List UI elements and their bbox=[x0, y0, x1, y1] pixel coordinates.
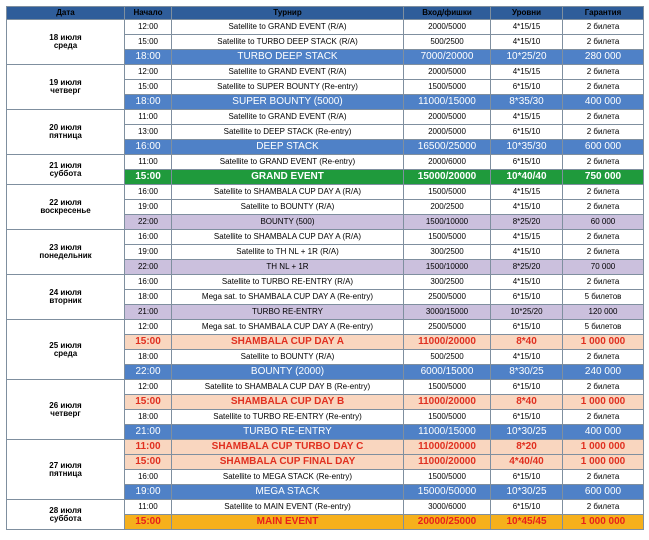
buyin-cell: 2000/6000 bbox=[404, 155, 491, 170]
guarantee-cell: 240 000 bbox=[563, 365, 644, 380]
buyin-cell: 2000/5000 bbox=[404, 110, 491, 125]
start-time-cell: 16:00 bbox=[125, 230, 172, 245]
buyin-cell: 11000/15000 bbox=[404, 95, 491, 110]
levels-cell: 4*15/15 bbox=[491, 65, 563, 80]
start-time-cell: 19:00 bbox=[125, 245, 172, 260]
levels-cell: 4*40/40 bbox=[491, 455, 563, 470]
levels-cell: 8*30/25 bbox=[491, 365, 563, 380]
start-time-cell: 21:00 bbox=[125, 425, 172, 440]
buyin-cell: 1500/5000 bbox=[404, 380, 491, 395]
tournament-name-cell: Satellite to SUPER BOUNTY (Re-entry) bbox=[172, 80, 404, 95]
buyin-cell: 2500/5000 bbox=[404, 320, 491, 335]
date-cell bbox=[7, 185, 125, 230]
start-time-cell: 21:00 bbox=[125, 305, 172, 320]
tournament-name-cell: Mega sat. to SHAMBALA CUP DAY A (Re-entry) bbox=[172, 320, 404, 335]
date-cell bbox=[7, 440, 125, 500]
buyin-cell: 11000/20000 bbox=[404, 395, 491, 410]
start-time-cell: 18:00 bbox=[125, 95, 172, 110]
buyin-cell: 2500/5000 bbox=[404, 290, 491, 305]
levels-cell: 6*15/10 bbox=[491, 125, 563, 140]
tournament-name-cell: Satellite to BOUNTY (R/A) bbox=[172, 350, 404, 365]
levels-cell: 8*35/30 bbox=[491, 95, 563, 110]
buyin-cell: 3000/15000 bbox=[404, 305, 491, 320]
levels-cell: 10*35/30 bbox=[491, 140, 563, 155]
levels-cell: 10*45/45 bbox=[491, 515, 563, 530]
levels-cell: 4*15/10 bbox=[491, 35, 563, 50]
tournament-name-cell: Mega sat. to SHAMBALA CUP DAY A (Re-entry) bbox=[172, 290, 404, 305]
start-time-cell: 11:00 bbox=[125, 440, 172, 455]
tournament-name-cell: DEEP STACK bbox=[172, 140, 404, 155]
guarantee-cell: 60 000 bbox=[563, 215, 644, 230]
tournament-name-cell: Satellite to SHAMBALA CUP DAY A (R/A) bbox=[172, 185, 404, 200]
date-label: 19 июля bbox=[49, 78, 82, 87]
start-time-cell: 18:00 bbox=[125, 410, 172, 425]
levels-cell: 8*20 bbox=[491, 440, 563, 455]
guarantee-cell: 1 000 000 bbox=[563, 515, 644, 530]
date-cell bbox=[7, 110, 125, 155]
start-time-cell: 22:00 bbox=[125, 365, 172, 380]
start-time-cell: 19:00 bbox=[125, 485, 172, 500]
guarantee-cell: 2 билета bbox=[563, 275, 644, 290]
date-cell bbox=[7, 155, 125, 185]
guarantee-cell: 2 билета bbox=[563, 20, 644, 35]
guarantee-cell: 5 билетов bbox=[563, 290, 644, 305]
guarantee-cell: 1 000 000 bbox=[563, 440, 644, 455]
tournament-name-cell: Satellite to TURBO DEEP STACK (R/A) bbox=[172, 35, 404, 50]
guarantee-cell: 2 билета bbox=[563, 200, 644, 215]
weekday-label: суббота bbox=[49, 513, 82, 523]
start-time-cell: 16:00 bbox=[125, 275, 172, 290]
levels-cell: 10*30/25 bbox=[491, 425, 563, 440]
guarantee-cell: 120 000 bbox=[563, 305, 644, 320]
buyin-cell: 1500/5000 bbox=[404, 470, 491, 485]
guarantee-cell: 2 билета bbox=[563, 35, 644, 50]
date-label: 27 июля bbox=[49, 460, 82, 470]
levels-cell: 4*15/15 bbox=[491, 110, 563, 125]
table-row bbox=[7, 440, 644, 455]
header-levels: Уровни bbox=[491, 7, 563, 20]
tournament-name-cell: TURBO DEEP STACK bbox=[172, 50, 404, 65]
buyin-cell: 2000/5000 bbox=[404, 65, 491, 80]
guarantee-cell: 70 000 bbox=[563, 260, 644, 275]
table-row bbox=[7, 20, 644, 35]
table-row bbox=[7, 275, 644, 290]
levels-cell: 4*15/15 bbox=[491, 230, 563, 245]
tournament-name-cell: SHAMBALA CUP DAY A bbox=[172, 335, 404, 350]
weekday-label: понедельник bbox=[39, 251, 92, 260]
date-label: 21 июля bbox=[49, 160, 82, 170]
tournament-name-cell: Satellite to GRAND EVENT (Re-entry) bbox=[172, 155, 404, 170]
table-row bbox=[7, 65, 644, 80]
start-time-cell: 13:00 bbox=[125, 125, 172, 140]
date-label: 28 июля bbox=[49, 505, 82, 515]
start-time-cell: 19:00 bbox=[125, 200, 172, 215]
tournament-name-cell: Satellite to GRAND EVENT (R/A) bbox=[172, 20, 404, 35]
levels-cell: 10*25/20 bbox=[491, 50, 563, 65]
start-time-cell: 16:00 bbox=[125, 470, 172, 485]
weekday-label: четверг bbox=[50, 86, 81, 95]
buyin-cell: 300/2500 bbox=[404, 245, 491, 260]
start-time-cell: 18:00 bbox=[125, 290, 172, 305]
guarantee-cell: 2 билета bbox=[563, 410, 644, 425]
guarantee-cell: 2 билета bbox=[563, 110, 644, 125]
levels-cell: 4*15/15 bbox=[491, 20, 563, 35]
date-label: 20 июля bbox=[49, 123, 82, 132]
weekday-label: среда bbox=[53, 41, 78, 50]
guarantee-cell: 2 билета bbox=[563, 155, 644, 170]
tournament-name-cell: MEGA STACK bbox=[172, 485, 404, 500]
weekday-label: пятница bbox=[49, 131, 82, 140]
guarantee-cell: 2 билета bbox=[563, 230, 644, 245]
start-time-cell: 15:00 bbox=[125, 80, 172, 95]
guarantee-cell: 2 билета bbox=[563, 380, 644, 395]
header-date: Дата bbox=[7, 7, 125, 20]
buyin-cell: 1500/5000 bbox=[404, 410, 491, 425]
buyin-cell: 300/2500 bbox=[404, 275, 491, 290]
tournament-name-cell: Satellite to DEEP STACK (Re-entry) bbox=[172, 125, 404, 140]
tournament-name-cell: SUPER BOUNTY (5000) bbox=[172, 95, 404, 110]
date-cell bbox=[7, 230, 125, 275]
guarantee-cell: 600 000 bbox=[563, 485, 644, 500]
start-time-cell: 12:00 bbox=[125, 20, 172, 35]
guarantee-cell: 2 билета bbox=[563, 470, 644, 485]
guarantee-cell: 2 билета bbox=[563, 245, 644, 260]
buyin-cell: 1500/10000 bbox=[404, 215, 491, 230]
date-cell bbox=[7, 320, 125, 380]
buyin-cell: 11000/15000 bbox=[404, 425, 491, 440]
tournament-name-cell: TURBO RE-ENTRY bbox=[172, 305, 404, 320]
buyin-cell: 15000/20000 bbox=[404, 170, 491, 185]
tournament-name-cell: Satellite to SHAMBALA CUP DAY B (Re-entry) bbox=[172, 380, 404, 395]
start-time-cell: 15:00 bbox=[125, 515, 172, 530]
buyin-cell: 7000/20000 bbox=[404, 50, 491, 65]
buyin-cell: 200/2500 bbox=[404, 200, 491, 215]
guarantee-cell: 2 билета bbox=[563, 185, 644, 200]
tournament-name-cell: BOUNTY (2000) bbox=[172, 365, 404, 380]
start-time-cell: 11:00 bbox=[125, 110, 172, 125]
start-time-cell: 12:00 bbox=[125, 65, 172, 80]
levels-cell: 4*15/15 bbox=[491, 185, 563, 200]
levels-cell: 8*25/20 bbox=[491, 260, 563, 275]
levels-cell: 6*15/10 bbox=[491, 80, 563, 95]
date-label: 23 июля bbox=[49, 243, 82, 252]
date-cell bbox=[7, 65, 125, 110]
levels-cell: 8*40 bbox=[491, 395, 563, 410]
levels-cell: 8*25/20 bbox=[491, 215, 563, 230]
start-time-cell: 22:00 bbox=[125, 260, 172, 275]
buyin-cell: 20000/25000 bbox=[404, 515, 491, 530]
start-time-cell: 18:00 bbox=[125, 350, 172, 365]
weekday-label: пятница bbox=[49, 468, 82, 478]
tournament-name-cell: Satellite to GRAND EVENT (R/A) bbox=[172, 65, 404, 80]
buyin-cell: 500/2500 bbox=[404, 350, 491, 365]
buyin-cell: 1500/10000 bbox=[404, 260, 491, 275]
tournament-name-cell: BOUNTY (500) bbox=[172, 215, 404, 230]
table-row bbox=[7, 110, 644, 125]
buyin-cell: 3000/6000 bbox=[404, 500, 491, 515]
levels-cell: 6*15/10 bbox=[491, 470, 563, 485]
levels-cell: 4*15/10 bbox=[491, 275, 563, 290]
tournament-name-cell: GRAND EVENT bbox=[172, 170, 404, 185]
buyin-cell: 6000/15000 bbox=[404, 365, 491, 380]
weekday-label: среда bbox=[53, 348, 78, 358]
levels-cell: 4*15/10 bbox=[491, 245, 563, 260]
tournament-name-cell: Satellite to TH NL + 1R (R/A) bbox=[172, 245, 404, 260]
levels-cell: 10*30/25 bbox=[491, 485, 563, 500]
tournament-name-cell: Satellite to MAIN EVENT (Re-entry) bbox=[172, 500, 404, 515]
buyin-cell: 2000/5000 bbox=[404, 125, 491, 140]
guarantee-cell: 280 000 bbox=[563, 50, 644, 65]
guarantee-cell: 1 000 000 bbox=[563, 335, 644, 350]
schedule-body bbox=[7, 20, 644, 530]
header-guarantee: Гарантия bbox=[563, 7, 644, 20]
weekday-label: четверг bbox=[50, 408, 81, 418]
guarantee-cell: 2 билета bbox=[563, 125, 644, 140]
guarantee-cell: 750 000 bbox=[563, 170, 644, 185]
levels-cell: 4*15/10 bbox=[491, 350, 563, 365]
table-row bbox=[7, 500, 644, 515]
table-row bbox=[7, 320, 644, 335]
tournament-name-cell: SHAMBALA CUP DAY B bbox=[172, 395, 404, 410]
schedule-table bbox=[6, 6, 644, 530]
header-row bbox=[7, 7, 644, 20]
levels-cell: 10*25/20 bbox=[491, 305, 563, 320]
levels-cell: 6*15/10 bbox=[491, 380, 563, 395]
levels-cell: 8*40 bbox=[491, 335, 563, 350]
guarantee-cell: 600 000 bbox=[563, 140, 644, 155]
header-tournament: Турнир bbox=[172, 7, 404, 20]
guarantee-cell: 5 билетов bbox=[563, 320, 644, 335]
tournament-name-cell: TURBO RE-ENTRY bbox=[172, 425, 404, 440]
weekday-label: вторник bbox=[49, 296, 82, 305]
buyin-cell: 1500/5000 bbox=[404, 80, 491, 95]
date-cell bbox=[7, 500, 125, 530]
tournament-name-cell: Satellite to GRAND EVENT (R/A) bbox=[172, 110, 404, 125]
header-start: Начало bbox=[125, 7, 172, 20]
weekday-label: суббота bbox=[49, 168, 82, 178]
start-time-cell: 16:00 bbox=[125, 185, 172, 200]
start-time-cell: 12:00 bbox=[125, 380, 172, 395]
buyin-cell: 1500/5000 bbox=[404, 185, 491, 200]
date-label: 18 июля bbox=[49, 33, 82, 42]
tournament-name-cell: MAIN EVENT bbox=[172, 515, 404, 530]
table-row bbox=[7, 185, 644, 200]
levels-cell: 6*15/10 bbox=[491, 155, 563, 170]
tournament-name-cell: Satellite to TURBO RE-ENTRY (R/A) bbox=[172, 275, 404, 290]
buyin-cell: 500/2500 bbox=[404, 35, 491, 50]
date-cell bbox=[7, 380, 125, 440]
tournament-name-cell: Satellite to MEGA STACK (Re-entry) bbox=[172, 470, 404, 485]
buyin-cell: 16500/25000 bbox=[404, 140, 491, 155]
tournament-name-cell: SHAMBALA CUP FINAL DAY bbox=[172, 455, 404, 470]
start-time-cell: 16:00 bbox=[125, 140, 172, 155]
date-cell bbox=[7, 275, 125, 320]
weekday-label: воскресенье bbox=[40, 206, 91, 215]
levels-cell: 6*15/10 bbox=[491, 320, 563, 335]
start-time-cell: 11:00 bbox=[125, 155, 172, 170]
buyin-cell: 1500/5000 bbox=[404, 230, 491, 245]
guarantee-cell: 2 билета bbox=[563, 350, 644, 365]
header-buyin: Вход/фишки bbox=[404, 7, 491, 20]
guarantee-cell: 2 билета bbox=[563, 500, 644, 515]
guarantee-cell: 400 000 bbox=[563, 95, 644, 110]
start-time-cell: 15:00 bbox=[125, 335, 172, 350]
tournament-name-cell: TH NL + 1R bbox=[172, 260, 404, 275]
guarantee-cell: 400 000 bbox=[563, 425, 644, 440]
date-label: 26 июля bbox=[49, 400, 82, 410]
guarantee-cell: 2 билета bbox=[563, 65, 644, 80]
buyin-cell: 2000/5000 bbox=[404, 20, 491, 35]
tournament-name-cell: SHAMBALA CUP TURBO DAY C bbox=[172, 440, 404, 455]
start-time-cell: 11:00 bbox=[125, 500, 172, 515]
buyin-cell: 15000/50000 bbox=[404, 485, 491, 500]
guarantee-cell: 1 000 000 bbox=[563, 455, 644, 470]
date-label: 24 июля bbox=[49, 288, 82, 297]
buyin-cell: 11000/20000 bbox=[404, 440, 491, 455]
start-time-cell: 12:00 bbox=[125, 320, 172, 335]
table-row bbox=[7, 230, 644, 245]
date-cell bbox=[7, 20, 125, 65]
tournament-name-cell: Satellite to TURBO RE-ENTRY (Re-entry) bbox=[172, 410, 404, 425]
buyin-cell: 11000/20000 bbox=[404, 335, 491, 350]
start-time-cell: 18:00 bbox=[125, 50, 172, 65]
start-time-cell: 15:00 bbox=[125, 455, 172, 470]
guarantee-cell: 2 билета bbox=[563, 80, 644, 95]
levels-cell: 6*15/10 bbox=[491, 290, 563, 305]
date-label: 22 июля bbox=[49, 198, 82, 207]
levels-cell: 6*15/10 bbox=[491, 500, 563, 515]
start-time-cell: 15:00 bbox=[125, 395, 172, 410]
table-row bbox=[7, 380, 644, 395]
date-label: 25 июля bbox=[49, 340, 82, 350]
buyin-cell: 11000/20000 bbox=[404, 455, 491, 470]
table-row bbox=[7, 155, 644, 170]
start-time-cell: 15:00 bbox=[125, 35, 172, 50]
levels-cell: 4*15/10 bbox=[491, 200, 563, 215]
start-time-cell: 15:00 bbox=[125, 170, 172, 185]
guarantee-cell: 1 000 000 bbox=[563, 395, 644, 410]
start-time-cell: 22:00 bbox=[125, 215, 172, 230]
levels-cell: 10*40/40 bbox=[491, 170, 563, 185]
tournament-name-cell: Satellite to BOUNTY (R/A) bbox=[172, 200, 404, 215]
levels-cell: 6*15/10 bbox=[491, 410, 563, 425]
tournament-name-cell: Satellite to SHAMBALA CUP DAY A (R/A) bbox=[172, 230, 404, 245]
